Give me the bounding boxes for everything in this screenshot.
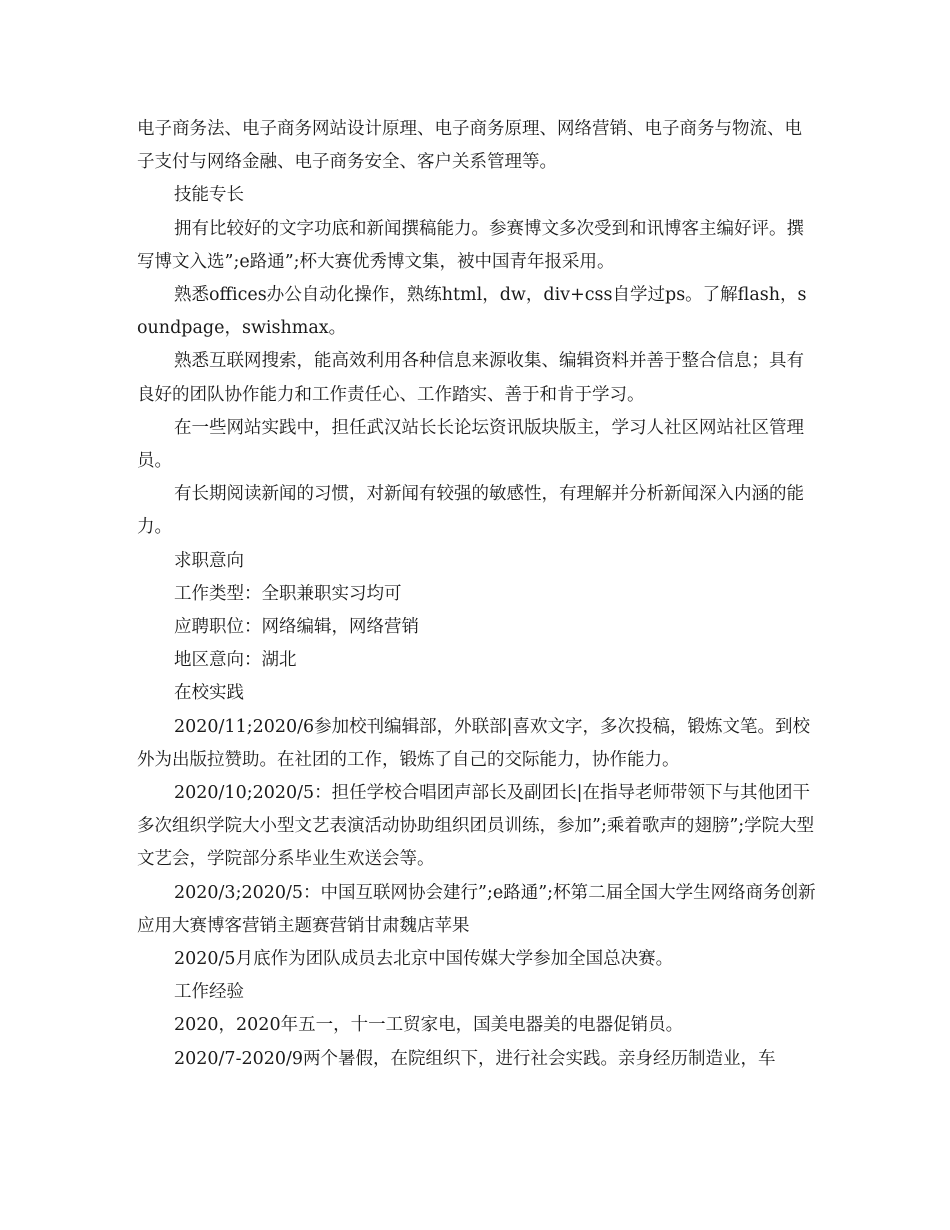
skills-paragraph-moderator: 在一些网站实践中，担任武汉站长长论坛资讯版块版主，学习人社区网站社区管理员。 — [137, 417, 804, 472]
work-experience-item: 2020，2020年五一，十一工贸家电，国美电器美的电器促销员。 — [174, 1015, 684, 1036]
campus-practice-item: 2020/11;2020/6参加校刊编辑部，外联部|喜欢文字，多次投稿，锻炼文笔。到校外为出版拉赞助。在社团的工作，锻炼了自己的交际能力，协作能力。 — [137, 716, 811, 770]
job-type-line: 工作类型：全职兼职实习均可 — [174, 583, 402, 604]
course-list-paragraph: 电子商务法、电子商务网站设计原理、电子商务原理、网络营销、电子商务与物流、电子支付与网络金融、电子商务安全、客户关系管理等。 — [137, 119, 802, 173]
section-heading-campus-practice: 在校实践 — [174, 683, 244, 704]
document-body — [137, 113, 817, 1076]
section-heading-work-experience: 工作经验 — [174, 982, 244, 1003]
campus-practice-item: 2020/10;2020/5：担任学校合唱团声部长及副团长|在指导老师带领下与其他团干多次组织学院大小型文艺表演活动协助组织团员训练，参加”;乘着歌声的翅膀”;学院大型文艺会，学院部分系毕业生欢送会等。 — [137, 783, 815, 870]
campus-practice-item: 2020/3;2020/5：中国互联网协会建行”;e路通”;杯第二届全国大学生网络商务创新应用大赛博客营销主题赛营销甘肃魏店苹果 — [137, 882, 816, 936]
work-experience-item: 2020/7-2020/9两个暑假，在院组织下，进行社会实践。亲身经历制造业，车 — [174, 1048, 776, 1069]
campus-practice-item: 2020/5月底作为团队成员去北京中国传媒大学参加全国总决赛。 — [174, 949, 674, 970]
skills-paragraph-news: 有长期阅读新闻的习惯，对新闻有较强的敏感性，有理解并分析新闻深入内涵的能力。 — [137, 484, 804, 538]
skills-paragraph-research: 熟悉互联网搜索，能高效利用各种信息来源收集、编辑资料并善于整合信息；具有良好的团队协作能力和工作责任心、工作踏实、善于和肯于学习。 — [137, 351, 804, 405]
job-position-line: 应聘职位：网络编辑，网络营销 — [174, 617, 419, 638]
skills-paragraph-writing: 拥有比较好的文字功底和新闻撰稿能力。参赛博文多次受到和讯博客主编好评。撰写博文入选”;e路通”;杯大赛优秀博文集，被中国青年报采用。 — [137, 218, 804, 272]
section-heading-job-intent: 求职意向 — [174, 550, 244, 571]
skills-paragraph-software: 熟悉offices办公自动化操作，熟练html，dw，div+css自学过ps。了解flash，soundpage，swishmax。 — [137, 285, 807, 339]
section-heading-skills: 技能专长 — [174, 185, 244, 206]
job-region-line: 地区意向：湖北 — [174, 650, 297, 671]
